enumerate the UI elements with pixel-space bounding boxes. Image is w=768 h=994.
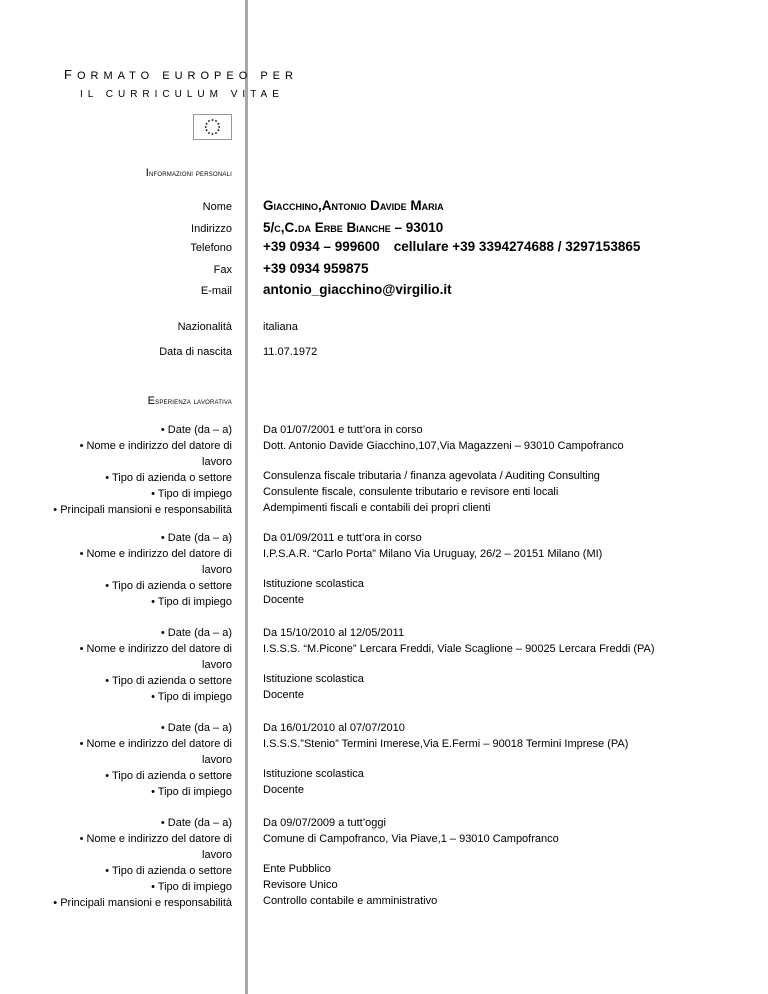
job-sector: Consulenza fiscale tributaria / finanza agevolata / Auditing Consulting xyxy=(263,470,600,482)
doc-title-line1: FORMATO EUROPEO PER xyxy=(64,67,298,82)
label-nazionalita: Nazionalità xyxy=(177,321,232,333)
column-divider xyxy=(245,0,248,994)
job-2-labels: • Date (da – a) • Nome e indirizzo del datore di lavoro • Tipo di azienda o settore • Tipo di impiego xyxy=(79,532,232,608)
job-5-labels: • Date (da – a) • Nome e indirizzo del datore di lavoro • Tipo di azienda o settore • Tipo di impiego • Principali mansioni e responsabilità xyxy=(53,817,232,909)
section-work-experience: Esperienza lavorativa xyxy=(147,395,232,407)
job-employer: Comune di Campofranco, Via Piave,1 – 93010 Campofranco xyxy=(263,833,559,845)
job-employer: Dott. Antonio Davide Giacchino,107,Via Magazzeni – 93010 Campofranco xyxy=(263,440,624,452)
job-date: Da 16/01/2010 al 07/07/2010 xyxy=(263,722,405,734)
job-type: Revisore Unico xyxy=(263,879,338,891)
job-employer: I.S.S.S. “M.Picone” Lercara Freddi, Viale Scaglione – 90025 Lercara Freddi (PA) xyxy=(263,643,655,655)
job-date: Da 01/09/2011 e tutt’ora in corso xyxy=(263,532,422,544)
value-telefono xyxy=(263,239,640,254)
job-3-values xyxy=(263,625,753,703)
job-date: Da 09/07/2009 a tutt’oggi xyxy=(263,817,386,829)
job-type: Docente xyxy=(263,784,304,796)
label-data-nascita: Data di nascita xyxy=(159,346,232,358)
job-4-values xyxy=(263,720,753,798)
job-5-values xyxy=(263,815,753,909)
label-indirizzo: Indirizzo xyxy=(191,223,232,235)
value-nome: Giacchino,Antonio Davide Maria xyxy=(263,198,444,213)
label-nome: Nome xyxy=(202,201,232,213)
job-duties: Controllo contabile e amministrativo xyxy=(263,895,438,907)
job-1-values xyxy=(263,422,753,516)
job-2-values xyxy=(263,530,753,608)
job-duties: Adempimenti fiscali e contabili dei propri clienti xyxy=(263,502,491,514)
value-indirizzo: 5/c,C.da Erbe Bianche – 93010 xyxy=(263,220,444,235)
eu-flag-icon xyxy=(193,114,232,140)
job-1-labels: • Date (da – a) • Nome e indirizzo del datore di lavoro • Tipo di azienda o settore • Tipo di impiego • Principali mansioni e responsabilità xyxy=(53,424,232,516)
value-cellulare: cellulare +39 3394274688 / 3297153865 xyxy=(393,239,641,254)
job-date: Da 15/10/2010 al 12/05/2011 xyxy=(263,627,405,639)
job-sector: Istituzione scolastica xyxy=(263,768,364,780)
doc-title-line2: IL CURRICULUM VITAE xyxy=(80,89,284,100)
job-date: Da 01/07/2001 e tutt’ora in corso xyxy=(263,424,423,436)
value-nazionalita: italiana xyxy=(263,321,298,333)
label-fax: Fax xyxy=(213,264,232,276)
job-sector: Istituzione scolastica xyxy=(263,578,364,590)
job-employer: I.P.S.A.R. “Carlo Porta” Milano Via Uruguay, 26/2 – 20151 Milano (MI) xyxy=(263,548,603,560)
job-4-labels: • Date (da – a) • Nome e indirizzo del datore di lavoro • Tipo di azienda o settore • Tipo di impiego xyxy=(79,722,232,798)
job-type: Docente xyxy=(263,689,304,701)
value-fax: +39 0934 959875 xyxy=(263,261,369,276)
label-telefono: Telefono xyxy=(190,242,232,254)
job-sector: Ente Pubblico xyxy=(263,863,331,875)
label-email: E-mail xyxy=(200,285,232,297)
job-sector: Istituzione scolastica xyxy=(263,673,364,685)
job-3-labels: • Date (da – a) • Nome e indirizzo del datore di lavoro • Tipo di azienda o settore • Tipo di impiego xyxy=(79,627,232,703)
job-type: Consulente fiscale, consulente tributario e revisore enti locali xyxy=(263,486,559,498)
value-data-nascita: 11.07.1972 xyxy=(263,346,318,358)
section-personal-info: Informazioni personali xyxy=(145,167,232,179)
value-telefono-fisso: +39 0934 – 999600 xyxy=(263,239,380,254)
job-employer: I.S.S.S.”Stenio” Termini Imerese,Via E.Fermi – 90018 Termini Imprese (PA) xyxy=(263,738,629,750)
job-type: Docente xyxy=(263,594,304,606)
value-email[interactable]: antonio_giacchino@virgilio.it xyxy=(263,282,452,297)
